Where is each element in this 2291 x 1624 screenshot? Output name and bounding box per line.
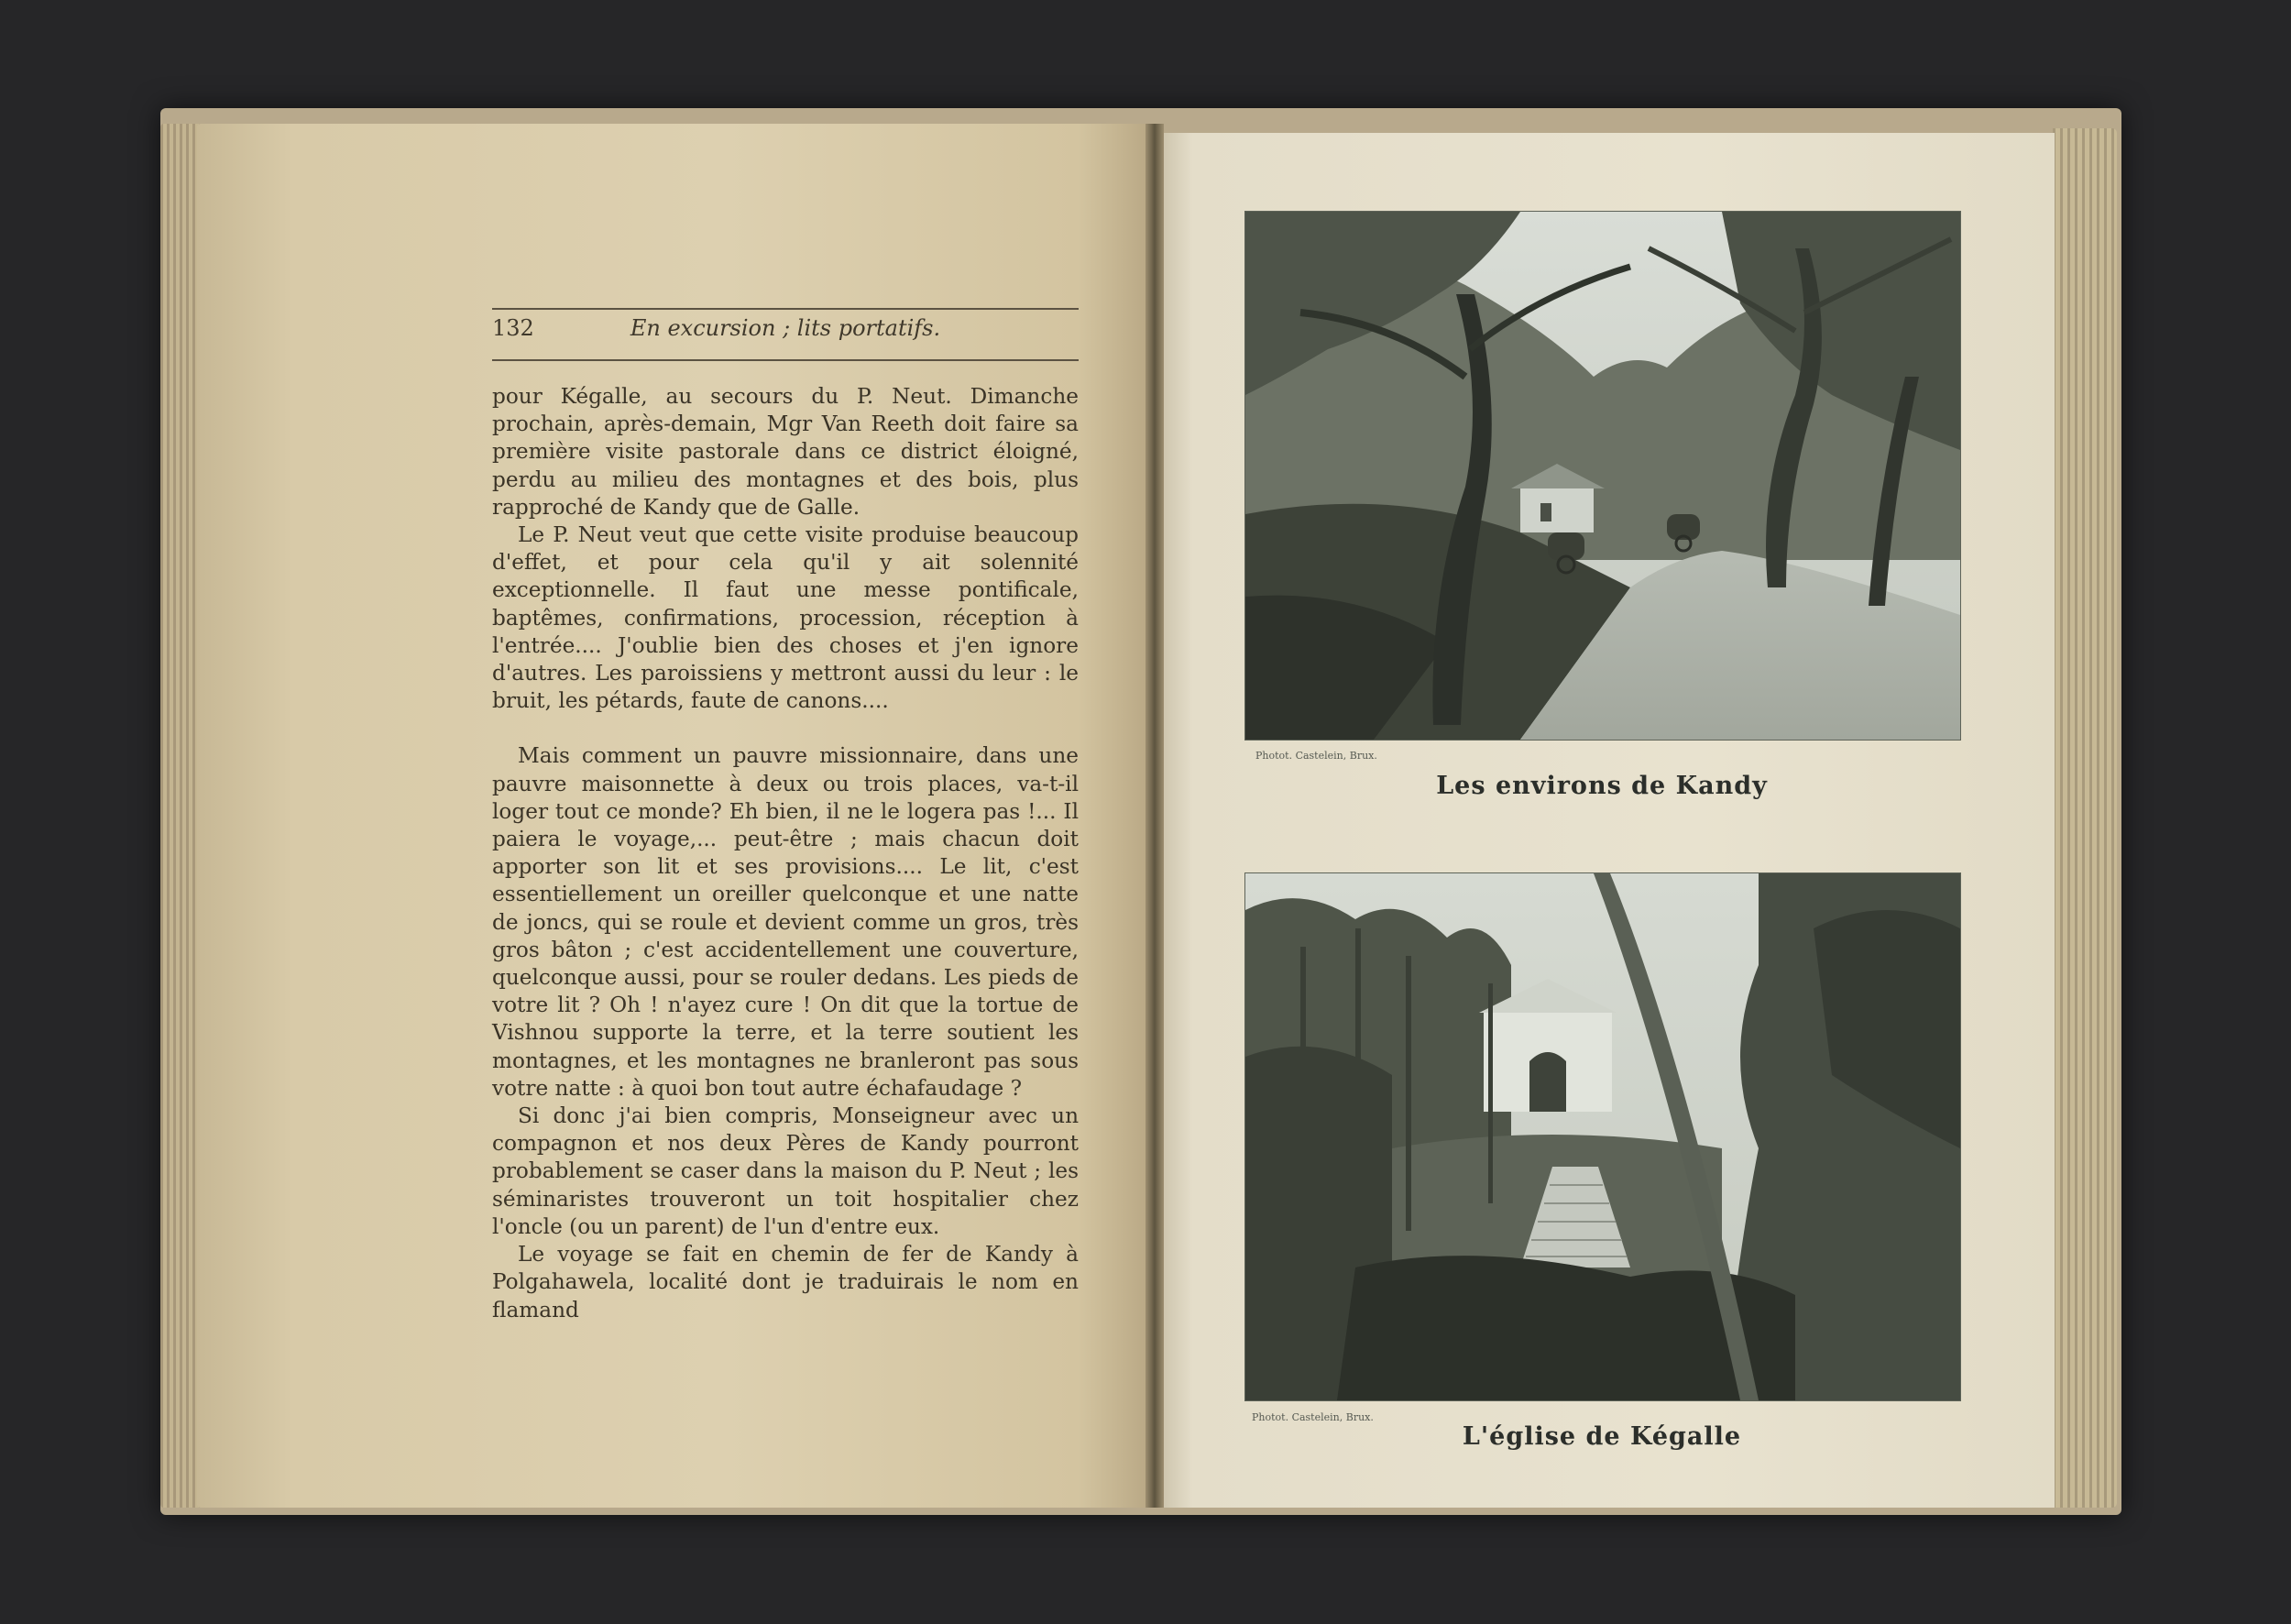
header-rule-bottom <box>492 359 1079 361</box>
running-title: En excursion ; lits portatifs. <box>630 315 941 341</box>
kandy-road-illustration <box>1245 212 1960 740</box>
page-body-text <box>492 383 1079 1324</box>
plate-title-top: Les environs de Kandy <box>1436 772 1768 800</box>
photo-credit-bottom: Photot. Castelein, Brux. <box>1252 1411 1374 1423</box>
photo-kandy-road <box>1244 211 1961 741</box>
page-number: 132 <box>492 315 534 341</box>
kegalle-church-illustration <box>1245 873 1960 1400</box>
paragraph-3: Mais comment un pauvre missionnaire, dans une pauvre maisonnette à deux ou trois places, va-t-il loger tout ce monde? Eh bien, il ne le logera pas !... Il paiera le voyage,... peut-être ; mais chacun doit apporter son lit et ses provisions.... Le lit, c'est essentiellement un oreiller quelconque et une natte de joncs, qui se roule et devient comme un gros, très gros bâton ; c'est accidentellement une couverture, quelconque aussi, pour se rouler dedans. Les pieds de votre lit ? Oh ! n'ayez cure ! On dit que la tortue de Vishnou supporte la terre, et la terre soutient les montagnes, et les montagnes ne branleront pas sous votre natte : à quoi bon tout autre échafaudage ? <box>492 743 1079 1101</box>
running-head <box>492 315 1079 352</box>
paragraph-5: Le voyage se fait en chemin de fer de Kandy à Polgahawela, localité dont je traduirais le nom en flamand <box>492 1242 1079 1322</box>
header-rule-top <box>492 308 1079 310</box>
photo-credit-top: Photot. Castelein, Brux. <box>1255 750 1377 762</box>
paragraph-4: Si donc j'ai bien compris, Monseigneur avec un compagnon et nos deux Pères de Kandy pourront probablement se caser dans la maison du P. Neut ; les séminaristes trouveront un toit hospitalier chez l'oncle (ou un parent) de l'un d'entre eux. <box>492 1103 1079 1239</box>
paragraph-1: pour Kégalle, au secours du P. Neut. Dimanche prochain, après-demain, Mgr Van Reeth doit faire sa première visite pastorale dans ce district éloigné, perdu au milieu des montagnes et des bois, plus rapproché de Kandy que de Galle. <box>492 384 1079 520</box>
paragraph-2: Le P. Neut veut que cette visite produise beaucoup d'effet, et pour cela qu'il y ait solennité exceptionnelle. Il faut une messe pontificale, baptêmes, confirmations, procession, réception à l'entrée.... J'oublie bien des choses et j'en ignore d'autres. Les paroissiens y mettront aussi du leur : le bruit, les pétards, faute de canons.... <box>492 522 1079 714</box>
right-page-edges <box>2053 128 2117 1508</box>
photo-kegalle-church <box>1244 872 1961 1401</box>
plate-title-bottom: L'église de Kégalle <box>1462 1422 1742 1451</box>
book-gutter <box>1146 124 1164 1508</box>
